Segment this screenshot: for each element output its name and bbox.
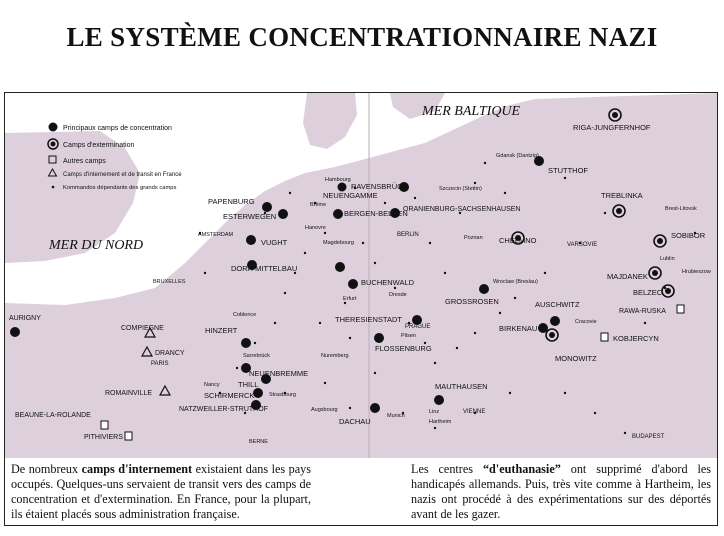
city-label: Strasbourg [269,392,296,398]
sea-label-north: MER DU NORD [49,238,144,253]
camp-label: SOBIBOR [671,231,706,240]
camp-label: STUTTHOF [548,166,588,175]
camp-label: GROSSROSEN [445,297,499,306]
camp-label: CHELMNO [499,236,537,245]
city-label: Pilsen [401,333,416,339]
camp-label: ROMAINVILLE [105,390,153,397]
camp-label: SCHIRMERCK [204,391,255,400]
legend-filled-circle-icon [49,123,58,132]
camp-label: RAVENSBRÜCK [351,182,408,191]
camp-label: BUCHENWALD [361,278,415,287]
camp-label: MONOWITZ [555,354,597,363]
city-label: Magdebourg [323,240,354,246]
camp-label: NEUENGAMME [323,191,378,200]
camp-label: ESTERWEGEN [223,212,277,221]
city-label: Szczecin (Stettin) [439,186,482,192]
caption-text: ont supprimé d'abord les handicapés allemands. Puis, très vite comme à Hartheim, les nazis ont procédé à des expérimentations sur des déportés avant de les gazer. [411,462,711,521]
city-label: Hanovre [305,225,326,231]
city-label: Brest-Litovsk [665,206,697,212]
camp-label: PITHIVIERS [84,434,123,441]
camp-label: KOBJERCYN [613,334,659,343]
city-label: Augsbourg [311,407,338,413]
legend-label: Kommandos dépendants des grands camps [63,185,177,191]
camp-label: THERESIENSTADT [335,315,402,324]
camp-label: NEUENBREMME [249,369,309,378]
city-label: VIENNE [463,409,486,415]
legend-label: Autres camps [63,158,106,165]
camp-label: RAWA-RUSKA [619,308,666,315]
city-label: Hambourg [325,177,351,183]
camp-label: RIGA-JUNGFERNHOF [573,123,651,132]
city-label: PARIS [151,361,169,367]
caption-text: Les centres [411,462,483,476]
land-denmark [303,93,357,149]
city-label: Hartheim [429,419,452,425]
map-svg [5,93,717,458]
legend-label: Principaux camps de concentration [63,125,172,132]
camp-label: BERGEN-BELSEN [344,209,408,218]
city-label: AMSTERDAM [198,232,234,238]
city-label: Lublin [660,256,675,262]
legend-ring-center-icon [51,142,56,147]
city-label: Linz [429,409,440,415]
city-label: BERLIN [397,232,419,238]
camp-label: HINZERT [205,326,238,335]
legend-label: Camps d'internement et de transit en France [63,172,182,178]
camp-label: ORANIENBURG-SACHSENHAUSEN [403,206,521,213]
city-label: Hrubieszow [682,269,711,275]
caption-text: De nombreux [11,462,82,476]
caption-emphasis: “d'euthanasie” [482,462,561,476]
city-label: BERNE [249,439,268,445]
legend-small-dot-icon [52,186,55,189]
camp-label: DRANCY [155,350,185,357]
caption-euthanasia [411,462,711,522]
camp-label: MAJDANEK [607,272,648,281]
city-label: VARSOVIE [567,242,598,248]
city-label: Nancy [204,382,220,388]
camp-label: AUSCHWITZ [535,300,580,309]
city-label: Poznan [464,235,483,241]
city-label: PRAGUE [405,324,431,330]
legend-label: Camps d'extermination [63,142,135,149]
camp-label: DACHAU [339,417,371,426]
camp-label: BELZEC [633,288,663,297]
caption-emphasis: camps d'internement [81,462,193,476]
city-label: Wroclaw (Breslau) [493,279,538,285]
city-label: BRUXELLES [153,279,186,285]
city-label: Sarrebrück [243,353,270,359]
camp-label: NATZWEILLER-STRUTHOF [179,406,268,413]
camp-label: VUGHT [261,238,288,247]
camp-label: FLOSSENBURG [375,344,432,353]
map [5,93,717,458]
caption-text: existaient dans les pays occupés. Quelques-uns servaient de transit vers des camps de concentration et d'extermination. En France, pour la plupart, ils étaient placés sous administration française. [11,462,311,521]
page-title: LE SYSTÈME CONCENTRATIONNAIRE NAZI [66,22,658,52]
city-label: Gdansk (Dantzig) [496,153,539,159]
city-label: BUDAPEST [632,434,665,440]
city-label: Munich [387,413,405,419]
caption-internment [11,462,311,522]
camp-label: MAUTHAUSEN [435,382,488,391]
sea-label-baltic: MER BALTIQUE [422,104,521,119]
camp-label: PAPENBURG [208,197,255,206]
camp-label: THILL [238,380,259,389]
city-label: Brême [310,202,327,208]
city-label: Erfurt [343,296,357,302]
camp-label: TREBLINKA [601,191,643,200]
camp-label: AURIGNY [9,315,41,322]
camp-label: BEAUNE-LA-ROLANDE [15,412,91,419]
camp-label: DORA-MITTELBAU [231,264,298,273]
city-label: Cracovie [575,319,597,325]
city-label: Coblence [233,312,257,318]
camp-label: COMPIEGNE [121,325,164,332]
city-label: Dresde [389,292,407,298]
camp-label: BIRKENAU [499,324,538,333]
city-label: Nuremberg [321,353,349,359]
